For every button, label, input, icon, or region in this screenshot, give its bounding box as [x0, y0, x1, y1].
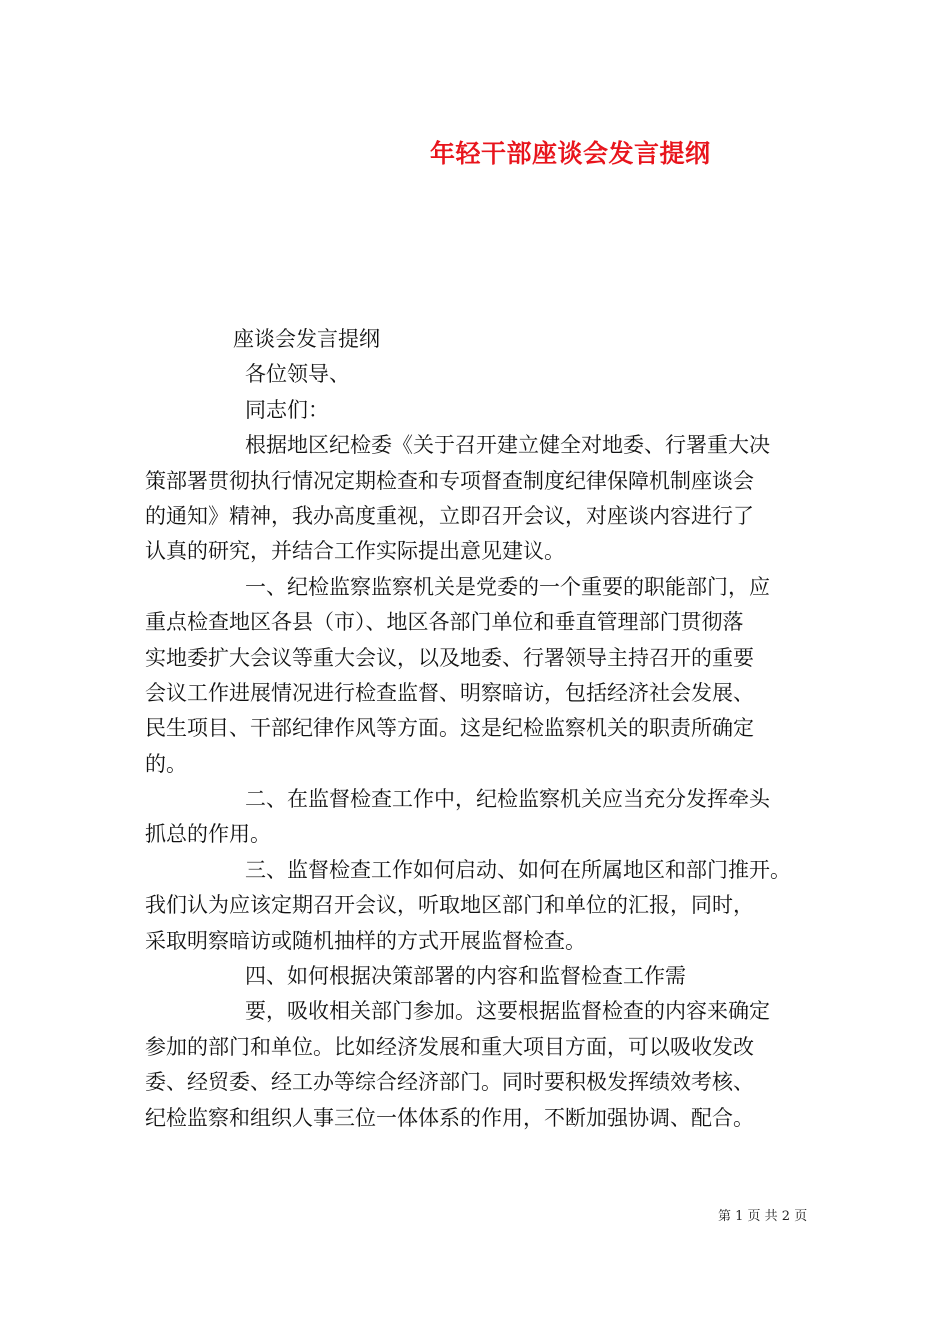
text-line: 纪检监察和组织人事三位一体体系的作用，不断加强协调、配合。 — [145, 1105, 754, 1130]
text-line: 策部署贯彻执行情况定期检查和专项督查制度纪律保障机制座谈会 — [145, 468, 754, 493]
text-line: 同志们： — [245, 397, 329, 422]
text-line: 抓总的作用。 — [145, 822, 271, 847]
text-line: 重点检查地区各县（市）、地区各部门单位和垂直管理部门贯彻落 — [145, 610, 744, 635]
page-number: 第 1 页 共 2 页 — [718, 1209, 808, 1224]
text-line: 四、如何根据决策部署的内容和监督检查工作需 — [245, 964, 686, 989]
text-line: 二、在监督检查工作中，纪检监察机关应当充分发挥牵头 — [245, 787, 770, 812]
text-line: 根据地区纪检委《关于召开建立健全对地委、行署重大决 — [245, 433, 770, 458]
document-body — [145, 322, 835, 1136]
text-line: 实地委扩大会议等重大会议，以及地委、行署领导主持召开的重要 — [145, 645, 754, 670]
text-line: 的。 — [145, 751, 187, 776]
text-line: 要，吸收相关部门参加。这要根据监督检查的内容来确定 — [245, 999, 770, 1024]
text-line: 三、监督检查工作如何启动、如何在所属地区和部门推开。 — [245, 857, 791, 882]
text-line: 座谈会发言提纲 — [233, 327, 380, 351]
text-line: 委、经贸委、经工办等综合经济部门。同时要积极发挥绩效考核、 — [145, 1070, 754, 1095]
text-line: 一、纪检监察监察机关是党委的一个重要的职能部门，应 — [245, 574, 770, 599]
text-line: 民生项目、干部纪律作风等方面。这是纪检监察机关的职责所确定 — [145, 716, 754, 741]
text-line: 我们认为应该定期召开会议，听取地区部门和单位的汇报，同时， — [145, 893, 754, 918]
document-title: 年轻干部座谈会发言提纲 — [430, 139, 711, 168]
text-line: 各位领导、 — [245, 362, 350, 387]
text-line: 认真的研究，并结合工作实际提出意见建议。 — [145, 539, 565, 564]
text-line: 的通知》精神，我办高度重视，立即召开会议，对座谈内容进行了 — [145, 503, 754, 528]
text-line: 会议工作进展情况进行检查监督、明察暗访，包括经济社会发展、 — [145, 680, 754, 705]
text-line: 参加的部门和单位。比如经济发展和重大项目方面，可以吸收发改 — [145, 1034, 754, 1059]
text-line: 采取明察暗访或随机抽样的方式开展监督检查。 — [145, 928, 586, 953]
